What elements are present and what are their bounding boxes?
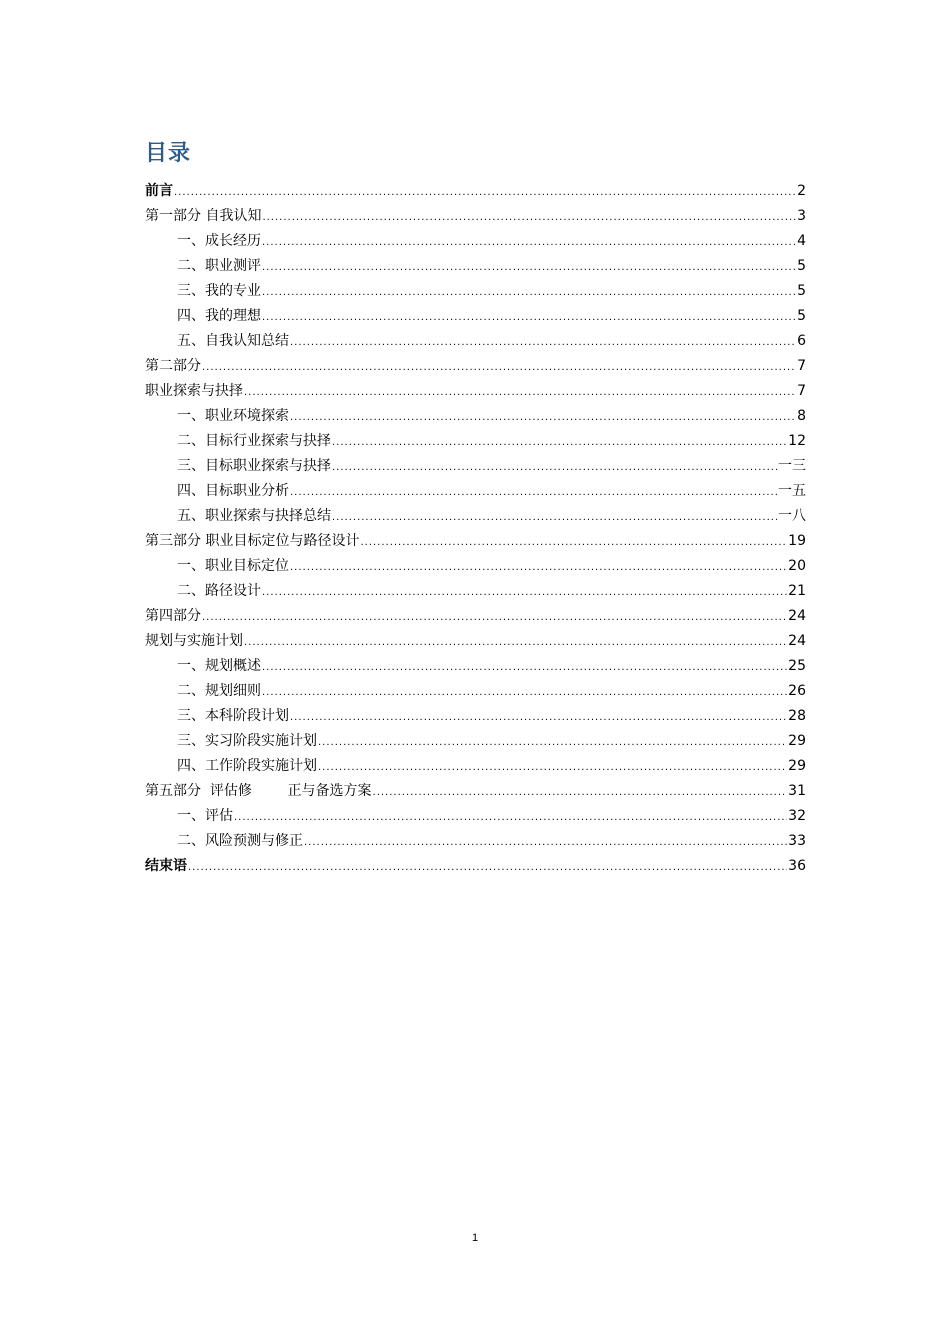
- toc-entry[interactable]: [145, 254, 806, 279]
- toc-entry-page: 7: [797, 358, 806, 374]
- toc-dot-leader: [244, 630, 787, 655]
- toc-entry-page: 5: [797, 258, 806, 274]
- toc-dot-leader: [244, 380, 796, 405]
- toc-dot-leader: [373, 780, 788, 805]
- toc-dot-leader: [234, 805, 787, 830]
- toc-entry-title: 三、实习阶段实施计划: [177, 733, 317, 749]
- toc-entry[interactable]: [145, 654, 806, 679]
- toc-entry[interactable]: [145, 454, 806, 479]
- toc-entry-title: 一、规划概述: [177, 658, 261, 674]
- toc-entry-page: 36: [788, 858, 806, 874]
- toc-entry-title: 二、风险预测与修正: [177, 833, 303, 849]
- toc-entry-page: 一五: [778, 483, 806, 499]
- toc-entry-title: 一、成长经历: [177, 233, 261, 249]
- toc-entry-title: 职业探索与抉择: [145, 383, 243, 399]
- toc-entry-page: 5: [797, 308, 806, 324]
- toc-dot-leader: [290, 330, 796, 355]
- toc-entry-page: 24: [788, 633, 806, 649]
- toc-entry-title: 二、目标行业探索与抉择: [177, 433, 331, 449]
- toc-entry-title: 四、我的理想: [177, 308, 261, 324]
- toc-entry-page: 32: [788, 808, 806, 824]
- toc-entry-title: 一、评估: [177, 808, 233, 824]
- toc-entry[interactable]: [145, 529, 806, 554]
- toc-entry-page: 26: [788, 683, 806, 699]
- toc-entry[interactable]: [145, 229, 806, 254]
- toc-entry[interactable]: [145, 854, 806, 879]
- toc-entry-page: 21: [788, 583, 806, 599]
- toc-dot-leader: [262, 255, 796, 280]
- toc-entry-title: 二、职业测评: [177, 258, 261, 274]
- toc-dot-leader: [290, 480, 777, 505]
- toc-entry[interactable]: [145, 729, 806, 754]
- toc-entry-page: 6: [797, 333, 806, 349]
- toc-entry-title: 四、工作阶段实施计划: [177, 758, 317, 774]
- toc-entry-title: 结束语: [145, 858, 187, 874]
- toc-dot-leader: [202, 355, 796, 380]
- toc-entry-title: 三、我的专业: [177, 283, 261, 299]
- toc-entry-page: 8: [797, 408, 806, 424]
- toc-entry[interactable]: [145, 429, 806, 454]
- toc-entry-title: 第五部分 评估修 正与备选方案: [145, 783, 372, 799]
- toc-entry-page: 一八: [778, 508, 806, 524]
- toc-entry-title: 第二部分: [145, 358, 201, 374]
- toc-entry-title: 第三部分 职业目标定位与路径设计: [145, 533, 360, 549]
- toc-entry-title: 规划与实施计划: [145, 633, 243, 649]
- toc-heading: 目录: [145, 141, 192, 166]
- toc-entry[interactable]: [145, 179, 806, 204]
- toc-dot-leader: [318, 755, 787, 780]
- toc-dot-leader: [332, 505, 777, 530]
- toc-entry[interactable]: [145, 804, 806, 829]
- toc-entry-page: 29: [788, 733, 806, 749]
- toc-dot-leader: [262, 580, 787, 605]
- toc-dot-leader: [262, 305, 796, 330]
- toc-dot-leader: [202, 605, 787, 630]
- toc-dot-leader: [290, 405, 796, 430]
- toc-entry[interactable]: [145, 554, 806, 579]
- toc-entry-title: 第四部分: [145, 608, 201, 624]
- toc-entry-page: 一三: [778, 458, 806, 474]
- toc-dot-leader: [262, 230, 796, 255]
- toc-entry[interactable]: [145, 479, 806, 504]
- toc-entry-title: 二、规划细则: [177, 683, 261, 699]
- toc-entry-page: 24: [788, 608, 806, 624]
- toc-dot-leader: [262, 280, 796, 305]
- toc-entry-title: 五、自我认知总结: [177, 333, 289, 349]
- toc-entry-page: 19: [788, 533, 806, 549]
- toc-entry-title: 二、路径设计: [177, 583, 261, 599]
- toc-dot-leader: [188, 855, 787, 880]
- toc-entry-page: 4: [797, 233, 806, 249]
- toc-entry-title: 一、职业目标定位: [177, 558, 289, 574]
- toc-entry-title: 一、职业环境探索: [177, 408, 289, 424]
- toc-entry-page: 5: [797, 283, 806, 299]
- toc-entry[interactable]: [145, 404, 806, 429]
- toc-entry[interactable]: [145, 504, 806, 529]
- toc-dot-leader: [262, 680, 787, 705]
- toc-entry-page: 25: [788, 658, 806, 674]
- toc-entry-page: 2: [797, 183, 806, 199]
- toc-entry-title: 三、目标职业探索与抉择: [177, 458, 331, 474]
- toc-entry[interactable]: [145, 354, 806, 379]
- toc-entry[interactable]: [145, 629, 806, 654]
- toc-entry-title: 五、职业探索与抉择总结: [177, 508, 331, 524]
- toc-entry-page: 7: [797, 383, 806, 399]
- toc-entry-page: 28: [788, 708, 806, 724]
- toc-list: [145, 179, 806, 879]
- toc-entry[interactable]: [145, 754, 806, 779]
- toc-entry-page: 33: [788, 833, 806, 849]
- toc-dot-leader: [262, 205, 796, 230]
- toc-dot-leader: [290, 555, 787, 580]
- toc-entry[interactable]: [145, 679, 806, 704]
- toc-entry[interactable]: [145, 579, 806, 604]
- toc-entry-title: 前言: [145, 183, 173, 199]
- toc-dot-leader: [174, 180, 796, 205]
- toc-entry-page: 29: [788, 758, 806, 774]
- toc-entry-title: 四、目标职业分析: [177, 483, 289, 499]
- toc-entry-page: 12: [788, 433, 806, 449]
- toc-entry-page: 20: [788, 558, 806, 574]
- toc-dot-leader: [262, 655, 787, 680]
- toc-entry[interactable]: [145, 604, 806, 629]
- page-number: 1: [471, 1232, 479, 1244]
- toc-entry-title: 三、本科阶段计划: [177, 708, 289, 724]
- toc-entry[interactable]: [145, 779, 806, 804]
- toc-dot-leader: [304, 830, 787, 855]
- toc-dot-leader: [290, 705, 787, 730]
- toc-entry[interactable]: [145, 204, 806, 229]
- toc-entry[interactable]: [145, 304, 806, 329]
- toc-dot-leader: [332, 430, 787, 455]
- toc-dot-leader: [332, 455, 777, 480]
- toc-entry[interactable]: [145, 704, 806, 729]
- toc-entry-page: 31: [788, 783, 806, 799]
- toc-dot-leader: [318, 730, 787, 755]
- toc-entry[interactable]: [145, 829, 806, 854]
- toc-entry[interactable]: [145, 329, 806, 354]
- toc-dot-leader: [360, 530, 787, 555]
- toc-entry[interactable]: [145, 279, 806, 304]
- toc-entry[interactable]: [145, 379, 806, 404]
- toc-entry-page: 3: [797, 208, 806, 224]
- toc-entry-title: 第一部分 自我认知: [145, 208, 262, 224]
